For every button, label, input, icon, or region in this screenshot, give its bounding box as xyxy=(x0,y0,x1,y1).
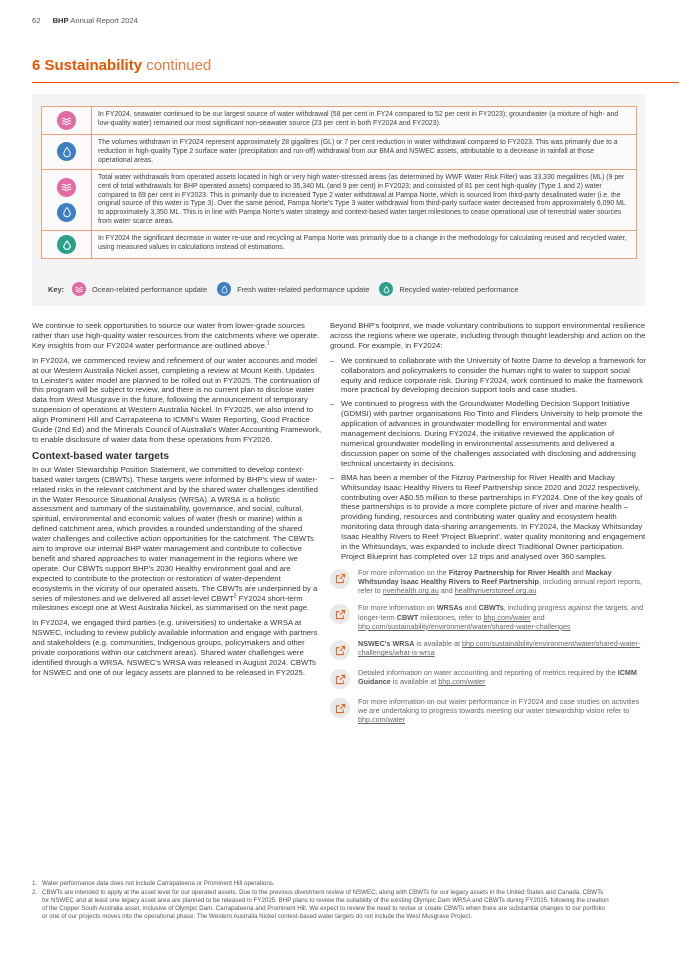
ocean-wave-icon xyxy=(57,178,76,197)
section-title-text: 6 Sustainability xyxy=(32,57,143,74)
water-drop-icon xyxy=(217,282,231,296)
key-item-recycle xyxy=(379,282,518,296)
recycle-icon xyxy=(57,235,76,254)
url-link[interactable]: bhp.com/water xyxy=(483,612,531,622)
list-item-text: We continued to progress with the Groundwater Modelling Decision Support Initiative (GDMSI) with partner organisations Rio Tinto and Flinders University to help promote the application of advances in groundwater modelling for environmental and water management decisions. During FY2024, the initiative reviewed the application of numerical groundwater modelling in environmental assessments and delivered a discussion paper on some of the challenges associated with disclosing and addressing technical uncertainty in decisions. xyxy=(341,399,643,468)
row-text: In FY2024 the significant decrease in water re-use and recycling at Pampa Norte was primarily due to a change in the methodology for calculating reused and recycled water, using measured values in calculations instead of estimations. xyxy=(92,231,636,258)
row-icon-cell xyxy=(42,107,92,134)
water-drop-icon xyxy=(57,142,76,161)
external-link-icon xyxy=(330,604,350,624)
key-item-ocean xyxy=(72,282,207,296)
reference-link-item[interactable] xyxy=(330,639,647,660)
section-continued: continued xyxy=(146,57,212,74)
row-icon-cell xyxy=(42,170,92,230)
footnote-number: 2. xyxy=(32,888,38,896)
reference-text: For more information on our water performance in FY2024 and case studies on activities we are undertaking to progress towards meeting our water stewardship vision refer to bhp.com/water xyxy=(358,697,640,725)
row-text: Total water withdrawals from operated assets located in high or very high water-stressed areas (as determined by WWF Water Risk Filter) was 33,330 megalitres (ML) (9 per cent of total withdrawals for BHP operated assets) compared to 35,340 ML (and 9 per cent) in FY2023; and consisted of 81 per cent high-quality (Type 1 and 2) water compared to 69 per cent in FY2023. This is primarily due to increased Type 2 water withdrawal at Pampa Norte, which is sourced from third-party desalinated water (i.e. the original source of this water is Type 3). Over the same period, Pampa Norte's Type 3 water withdrawal from third-party surface water decreased from approximately 6,090 ML to approximately 3,350 ML. This is in line with Pampa Norte's water strategy and context-based water target milestones to cease operational use of terrestrial water sources from water scarce areas. xyxy=(92,170,636,230)
title-divider xyxy=(32,82,679,83)
list-item-text: BMA has been a member of the Fitzroy Partnership for River Health and Mackay Whitsunday Isaac Healthy Rivers to Reef Partnership since 2020 and 2022 respectively, contributing over A$0.55 million to these partnerships in FY2024. One of the key goals of these partnerships is to provide a more complete picture of river and marine health – providing funding, resources and contributing water quality and ecosystem health monitoring data through data-sharing arrangements. In FY2024, the Mackay Whitsunday Isaac Healthy Rivers to Reef 'Project Blueprint', water quality monitoring and engagement in the Whitsundays, was expanded to include direct Traditional Owner participation. Project Blueprint has completed over 12 trips and analysed over 360 samples. xyxy=(341,472,646,561)
subheading: Context-based water targets xyxy=(32,450,169,462)
reference-text: For more information on the Fitzroy Partnership for River Health and Mackay Whitsunday Isaac Healthy Rivers to Reef Partnership, including annual report reports, refer to riverhealth.org.au and healthyriverstoreef.org.au xyxy=(358,567,643,596)
report-title: Annual Report 2024 xyxy=(70,16,138,25)
key-label: Key: xyxy=(48,284,65,294)
brand-name: BHP xyxy=(52,16,69,25)
url-link[interactable]: bhp.com/sustainability/environment/water/shared-water-challenges/what-is-wrsa xyxy=(358,639,641,658)
page-header xyxy=(32,16,138,25)
reference-link-item[interactable] xyxy=(330,603,647,631)
key-fresh-label: Fresh water-related performance update xyxy=(237,284,370,294)
section-title xyxy=(32,57,211,74)
legend-key xyxy=(48,282,528,296)
external-link-icon xyxy=(330,698,350,718)
reference-link-item[interactable] xyxy=(330,668,647,689)
recycle-icon xyxy=(379,282,393,296)
footnotes xyxy=(32,880,612,922)
row-icon-cell xyxy=(42,231,92,258)
url-link[interactable]: riverhealth.org.au xyxy=(382,586,439,596)
url-link[interactable]: bhp.com/sustainability/environment/water/shared-water-challenges xyxy=(358,621,571,631)
page-number: 62 xyxy=(32,16,41,25)
table-row xyxy=(42,107,636,135)
reference-text: NSWEC's WRSA is available at bhp.com/sustainability/environment/water/shared-water-challenges/what-is-wrsa xyxy=(358,639,641,658)
footnote-ref: 1 xyxy=(267,340,270,347)
row-text: In FY2024, seawater continued to be our largest source of water withdrawal (58 per cent in FY24 compared to 52 per cent in FY2023); groundwater (a mixture of high- and low-quality water) remained our most significant non-seawater source (23 per cent in both FY2024 and FY2023). xyxy=(92,107,636,134)
reference-text: Detailed information on water accounting and reporting of metrics required by the ICMM Guidance is available at bhp.com/water xyxy=(358,668,637,687)
paragraph-text: FY2024 short-term milestones except one at West Australia Nickel, as summarised on the next page. xyxy=(32,593,310,613)
url-link[interactable]: bhp.com/water xyxy=(358,715,406,725)
footnote xyxy=(32,880,612,888)
water-performance-panel xyxy=(32,94,646,306)
list-item-text: We continued to collaborate with the University of Notre Dame to develop a framework for collaborators and policymakers to consider the human right to water to support social equity and reduce corporate risk. During FY2024, work continued to make the framework more practical by developing decision support tools and case studies. xyxy=(341,355,646,395)
row-text: The volumes withdrawn in FY2024 represent approximately 28 gigalitres (GL) or 7 per cent reduction in water withdrawal compared to FY2023. This was primarily due to a reduction in high-quality Type 2 surface water (precipitation and run-off) withdrawal from our BMA and NSWEC assets, attributable to a decrease in rainfall at those operational areas. xyxy=(92,135,636,169)
paragraph-text: In our Water Stewardship Position Statement, we committed to develop context-based water targets (CBWTs). These targets were informed by BHP's view of water-related risks in the relevant catchment and by the shared water challenges identified in the Water Resource Situational Analysis (WRSA). A WRSA is a holistic assessment and summary of the sustainability, governance, and social, cultural, spiritual, environmental and economic values of water (fresh or marine) within a defined catchment area, which provides a rounded understanding of the shared water challenges and collective action opportunities for the catchment. The CBWTs aim to improve our internal BHP water management and contribute to collective benefit and shared approaches to water management in the regions where we operate. Our CBWTs support BHP's 2030 Healthy environment goal and are expected to contribute to the protection or restoration of water-dependent ecosystems in the vicinity of our operated assets. The CBWTs are underpinned by a series of milestones and we delivered all asset-level CBWT xyxy=(32,464,318,603)
external-link-icon xyxy=(330,569,350,589)
table-row xyxy=(42,231,636,259)
reference-text: For more information on WRSAs and CBWTs, including progress against the targets, and longer-term CBWT milestones, refer to bhp.com/water and bhp.com/sustainability/environment/water/shared-water-challenges xyxy=(358,603,644,631)
footnote-text: CBWTs are intended to apply at the asset level for our operated assets. Due to the previous divestment review of NSWEC, along with CBWTs for our legacy assets in the United States and Canada, CBWTs for NSWEC and at least one legacy asset area are planned to be released in FY2025. BHP plans to review the suitability of the existing Olympic Dam WRSA and CBWTs during FY2025, following the creation of the Copper South Australia asset, inclusive of Olympic Dam, Carrapateena and Prominent Hill. We expect to review the need to revise or create CBWTs when there are substantial changes to our portfolio or one of our projects moves into the operational phase. The Western Australia Nickel context-based water targets do not include the West Musgrave Project. xyxy=(42,888,609,920)
key-item-fresh xyxy=(217,282,369,296)
paragraph: In FY2024, we engaged third parties (e.g. universities) to undertake a WRSA at NSWEC, including to review publicly available information and engage with partners and stakeholders (e.g. communities, Indigenous groups, policymakers and other private corporations within our catchment areas). Shared water challenges were identified through a WRSA. NSWEC's WRSA was released in August 2024. CBWTs for NSWEC and one of our legacy assets are planned to be released in FY2025. xyxy=(32,618,318,677)
paragraph: Beyond BHP's footprint, we made voluntary contributions to support environmental resilience across the regions where we operate, including through thought leadership and action on the ground. For example, in FY2024: xyxy=(330,321,646,350)
table-row xyxy=(42,135,636,170)
paragraph-text: We continue to seek opportunities to source our water from lower-grade sources rather than use high-quality water resources from the catchments where we operate. Key insights from our FY2024 water performance are outlined above. xyxy=(32,321,320,350)
paragraph: In FY2024, we commenced review and refinement of our water accounts and model at our Western Australia Nickel asset, completing a review at Mount Keith. Updates to Leinster's water model are planned to be rolled out in FY2025. The continuation of this program will be subject to review, and there is no current plan to disclose water data from West Musgrave in the future, following the announcement of temporary suspension of operations at Western Australia Nickel. In FY2025, we also intend to align Prominent Hill and Carrapateena to ICMM's Water Reporting, Good Practice Guide (2nd Ed) and the Minerals Council of Australia's Water Accounting Framework, to enable disclosure of water data from these operations from FY2026. xyxy=(32,355,322,444)
reference-link-item[interactable] xyxy=(330,697,647,725)
row-icon-cell xyxy=(42,135,92,169)
url-link[interactable]: bhp.com/water xyxy=(438,677,486,687)
ocean-wave-icon xyxy=(57,111,76,130)
footnote-ref: 2 xyxy=(233,593,237,599)
footnote-number: 1. xyxy=(32,880,38,887)
paragraph xyxy=(32,321,322,351)
list-item: – BMA has been a member of the Fitzroy Partnership for River Health and Mackay Whitsunday Isaac Healthy Rivers to Reef Partnership since 2020 and 2022 respectively, contributing over A$0.55 million to these partnerships in FY2024. One of the key goals of these partnerships is to provide a more complete picture of river and marine health – providing funding, resources and contributing water quality and ecosystem health monitoring data through data-sharing arrangements. In FY2024, the Mackay Whitsunday Isaac Healthy Rivers to Reef 'Project Blueprint', water quality monitoring and engagement in the Whitsundays, was expanded to include direct Traditional Owner participation. Project Blueprint has completed over 12 trips and analysed over 360 samples. xyxy=(330,472,646,561)
reference-link-item[interactable] xyxy=(330,568,647,596)
external-link-icon xyxy=(330,669,350,689)
key-recycle-label: Recycled water-related performance xyxy=(399,284,519,294)
left-column xyxy=(32,321,322,683)
bullet-list xyxy=(330,356,647,562)
paragraph xyxy=(32,465,322,614)
ocean-wave-icon xyxy=(72,282,86,296)
external-link-icon xyxy=(330,640,350,660)
footnote xyxy=(32,889,612,921)
footnote-text: Water performance data does not include Carrapateena or Prominent Hill operations. xyxy=(42,880,275,887)
right-column xyxy=(330,321,647,733)
water-drop-icon xyxy=(57,203,76,222)
reference-links xyxy=(330,568,647,725)
url-link[interactable]: healthyriverstoreef.org.au xyxy=(454,586,537,596)
table-row xyxy=(42,170,636,231)
list-item: – We continued to collaborate with the University of Notre Dame to develop a framework for collaborators and policymakers to consider the human right to water to support social equity and reduce corporate risk. During FY2024, work continued to make the framework more practical by developing decision support tools and case studies. xyxy=(330,355,646,395)
key-ocean-label: Ocean-related performance update xyxy=(92,284,208,294)
list-item: – We continued to progress with the Groundwater Modelling Decision Support Initiative (GDMSI) with partner organisations Rio Tinto and Flinders University to help promote the application of advances in groundwater modelling for environmental and water management decisions. During FY2024, the initiative reviewed the application of numerical groundwater modelling in environmental assessments and delivered a discussion paper on some of the challenges associated with disclosing and addressing technical uncertainty in decisions. xyxy=(330,399,647,468)
performance-table xyxy=(41,106,637,259)
